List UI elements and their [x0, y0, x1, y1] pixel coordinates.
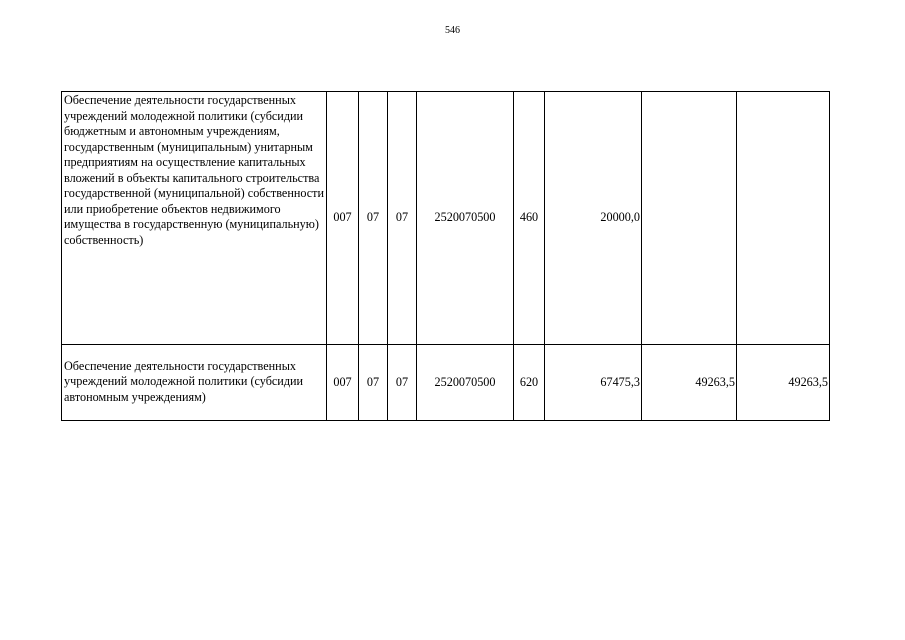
section-code: 07 — [359, 92, 388, 345]
budget-table — [61, 91, 830, 421]
table-row — [62, 92, 830, 345]
expense-type-code: 620 — [514, 345, 545, 421]
expense-type-code: 460 — [514, 92, 545, 345]
amount-year-2 — [642, 92, 737, 345]
subsection-code: 07 — [388, 345, 417, 421]
row-description: Обеспечение деятельности государственных учреждений молодежной политики (субсидии автономным учреждениям) — [62, 345, 327, 421]
section-code: 07 — [359, 345, 388, 421]
table-row — [62, 345, 830, 421]
amount-year-1: 67475,3 — [545, 345, 642, 421]
target-article-code: 2520070500 — [417, 92, 514, 345]
page-number: 546 — [445, 25, 460, 36]
amount-year-3 — [737, 92, 830, 345]
row-description: Обеспечение деятельности государственных учреждений молодежной политики (субсидии бюджетным и автономным учреждениям, государственным (муниципальным) унитарным предприятиям на осуществление капитальных вложений в объекты капитального строительства государственной (муниципальной) собственности или приобретение объектов недвижимого имущества в государственную (муниципальную) собственность) — [62, 92, 327, 345]
amount-year-2: 49263,5 — [642, 345, 737, 421]
amount-year-3: 49263,5 — [737, 345, 830, 421]
ministry-code: 007 — [327, 345, 359, 421]
target-article-code: 2520070500 — [417, 345, 514, 421]
subsection-code: 07 — [388, 92, 417, 345]
amount-year-1: 20000,0 — [545, 92, 642, 345]
ministry-code: 007 — [327, 92, 359, 345]
